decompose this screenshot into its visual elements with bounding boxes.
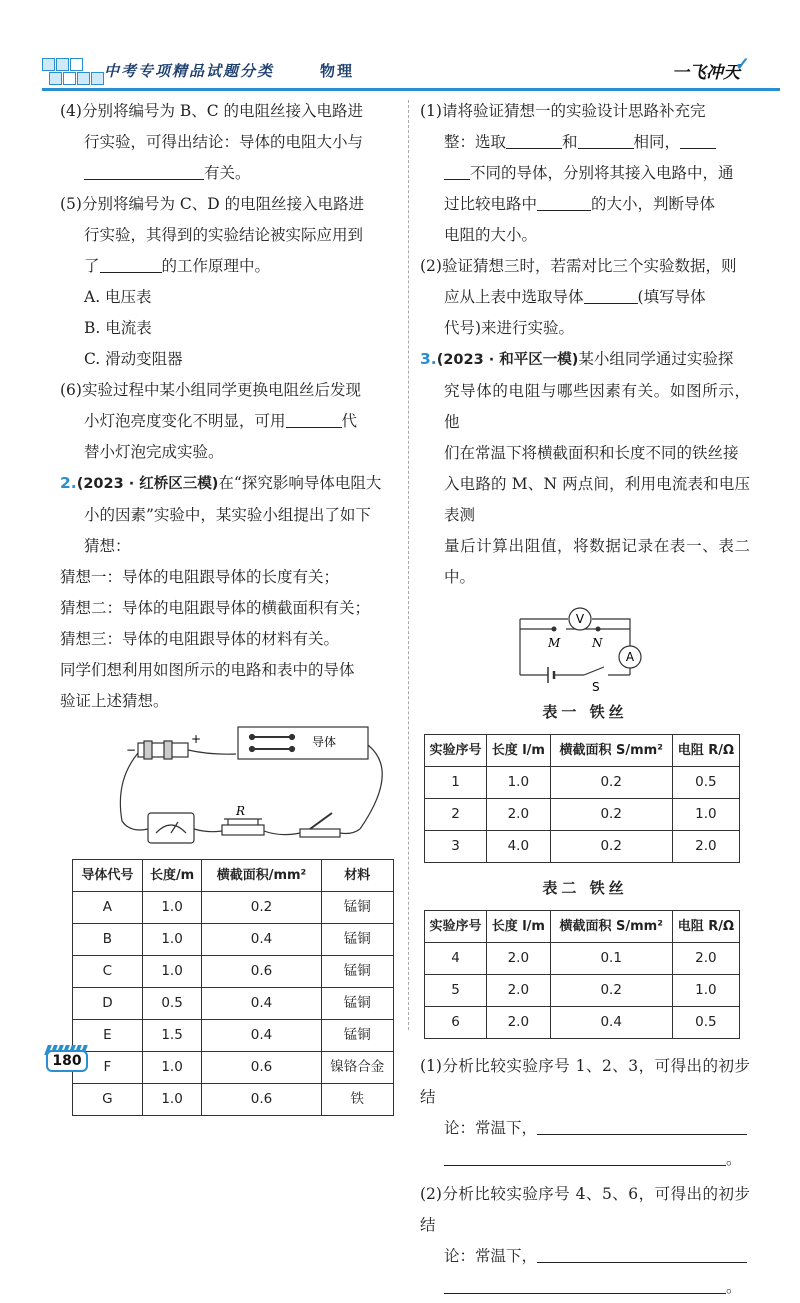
table-row: 1 1.0 0.2 0.5 — [425, 767, 740, 799]
option-b[interactable]: B. 电流表 — [84, 319, 152, 337]
q3-1-line1: (1)分析比较实验序号 1、2、3，可得出的初步结 — [420, 1057, 750, 1106]
answer-blank[interactable] — [537, 1117, 747, 1135]
table-row: C 1.0 0.6 锰铜 — [73, 956, 394, 988]
answer-blank[interactable] — [444, 162, 470, 180]
q2-1-line2: 整：选取 和 相同， — [420, 127, 750, 158]
table-header: 电阻 R/Ω — [672, 735, 739, 767]
left-column — [60, 96, 405, 1116]
resistor-label: R — [236, 804, 246, 818]
table-header: 横截面积/mm² — [202, 860, 321, 892]
table-header: 横截面积 S/mm² — [550, 911, 672, 943]
page-number: 180 — [46, 1050, 88, 1072]
iron-wire-table-2 — [424, 910, 740, 1039]
q3-2-line3: 。 — [420, 1272, 750, 1303]
q2-2-line1: (2)验证猜想三时，若需对比三个实验数据，则 — [420, 257, 737, 275]
brand-check-icon: ✓ — [734, 54, 750, 75]
switch-label: S — [592, 680, 600, 694]
question-number: 3. — [420, 350, 437, 368]
conductor-label: 导体 — [312, 735, 337, 749]
guess-1: 猜想一：导体的电阻跟导体的长度有关； — [60, 568, 340, 586]
ammeter-label: A — [625, 650, 635, 664]
question-1-5 — [60, 189, 405, 375]
q3-1-line2: 论：常温下， — [420, 1113, 750, 1144]
question-2 — [60, 468, 405, 717]
q2-line1: 2.(2023 · 红桥区三模)在“探究影响导体电阻大 — [60, 474, 382, 492]
question-1-4 — [60, 96, 405, 189]
answer-blank[interactable] — [584, 286, 638, 304]
table-row: 5 2.0 0.2 1.0 — [425, 975, 740, 1007]
question-source: (2023 · 红桥区三模) — [76, 476, 219, 492]
option-a[interactable]: A. 电压表 — [84, 288, 152, 306]
page-header — [20, 48, 780, 90]
conductor-table — [72, 859, 394, 1116]
question-source: (2023 · 和平区一模) — [436, 352, 579, 368]
answer-blank[interactable] — [444, 1276, 726, 1294]
q1-6-line1: (6)实验过程中某小组同学更换电阻丝后发现 — [60, 381, 361, 399]
terminal-n — [596, 627, 601, 632]
answer-blank[interactable] — [578, 131, 634, 149]
ammeter-icon — [148, 813, 194, 843]
table-row: D 0.5 0.4 锰铜 — [73, 988, 394, 1020]
q2-line3: 猜想： — [84, 537, 131, 555]
q2-2-line2: 应从上表中选取导体 (填写导体 — [444, 288, 706, 306]
table-row: B 1.0 0.4 锰铜 — [73, 924, 394, 956]
column-divider — [408, 100, 409, 1030]
table-header: 材料 — [321, 860, 393, 892]
header-rule — [42, 88, 780, 91]
answer-blank[interactable] — [286, 410, 342, 428]
option-c[interactable]: C. 滑动变阻器 — [84, 350, 183, 368]
table-row: F 1.0 0.6 镍铬合金 — [73, 1052, 394, 1084]
answer-blank[interactable] — [680, 131, 716, 149]
q3-line5: 量后计算出阻值，将数据记录在表一、表二中。 — [444, 537, 750, 586]
answer-blank[interactable] — [84, 162, 204, 180]
rheostat-icon — [222, 825, 264, 835]
answer-blank[interactable] — [537, 1245, 747, 1263]
table-row: G 1.0 0.6 铁 — [73, 1084, 394, 1116]
answer-blank[interactable] — [506, 131, 562, 149]
brand-logo: 一飞冲天 — [672, 63, 740, 83]
answer-blank[interactable] — [537, 193, 591, 211]
table-header: 实验序号 — [425, 735, 487, 767]
q2-line8: 验证上述猜想。 — [60, 692, 169, 710]
table1-caption: 表一 铁丝 — [542, 703, 628, 721]
circuit-diagram-mn — [420, 597, 750, 693]
terminal-n-label: N — [592, 636, 603, 650]
q3-2-line1: (2)分析比较实验序号 4、5、6，可得出的初步结 — [420, 1185, 750, 1234]
series-title: 中考专项精品试题分类 — [104, 62, 275, 80]
question-3-1 — [420, 1051, 750, 1175]
iron-wire-table-1 — [424, 734, 740, 863]
table-header: 导体代号 — [73, 860, 143, 892]
q2-1-line4: 过比较电路中 的大小，判断导体 — [444, 195, 716, 213]
table-row: 4 2.0 0.1 2.0 — [425, 943, 740, 975]
q2-1-line1: (1)请将验证猜想一的实验设计思路补充完 — [420, 102, 706, 120]
table2-caption: 表二 铁丝 — [542, 879, 628, 897]
q1-4-line2: 行实验，可得出结论：导体的电阻大小与 — [84, 133, 364, 151]
q1-5-line1: (5)分别将编号为 C、D 的电阻丝接入电路进 — [60, 195, 365, 213]
battery-plus-label: + — [191, 732, 202, 746]
table-header: 实验序号 — [425, 911, 487, 943]
table-header: 电阻 R/Ω — [672, 911, 739, 943]
q3-2-line2: 论：常温下， — [420, 1241, 750, 1272]
q3-line2: 究导体的电阻与哪些因素有关。如图所示，他 — [444, 382, 750, 431]
switch-icon — [300, 829, 340, 837]
terminal-m — [552, 627, 557, 632]
table-header: 长度 l/m — [487, 911, 551, 943]
q1-6-line2: 小灯泡亮度变化不明显，可用 代 — [84, 412, 358, 430]
table-row: E 1.5 0.4 锰铜 — [73, 1020, 394, 1052]
question-2-1 — [420, 96, 750, 251]
page-number-decoration — [46, 1040, 92, 1050]
question-3 — [420, 344, 750, 593]
q3-line4: 入电路的 M、N 两点间，利用电流表和电压表测 — [444, 475, 750, 524]
battery-minus-label: − — [126, 743, 137, 757]
right-column — [420, 96, 750, 1303]
q1-4-line3: 有关。 — [60, 158, 405, 189]
question-3-2 — [420, 1179, 750, 1303]
table-row: 2 2.0 0.2 1.0 — [425, 799, 740, 831]
table-header: 横截面积 S/mm² — [550, 735, 672, 767]
table-row: A 1.0 0.2 锰铜 — [73, 892, 394, 924]
q3-line1: 3.(2023 · 和平区一模)某小组同学通过实验探 — [420, 350, 734, 368]
answer-blank[interactable] — [444, 1148, 726, 1166]
q1-4-line1: (4)分别将编号为 B、C 的电阻丝接入电路进 — [60, 102, 364, 120]
question-2-2 — [420, 251, 750, 344]
guess-3: 猜想三：导体的电阻跟导体的材料有关。 — [60, 630, 340, 648]
q2-1-line5: 电阻的大小。 — [444, 226, 538, 244]
answer-blank[interactable] — [100, 255, 162, 273]
q1-5-line3: 了 的工作原理中。 — [84, 257, 271, 275]
question-1-6 — [60, 375, 405, 468]
q2-2-line3: 代号)来进行实验。 — [444, 319, 575, 337]
circuit-diagram-conductor — [60, 721, 405, 851]
question-number: 2. — [60, 474, 77, 492]
voltmeter-label: V — [575, 612, 585, 626]
q3-1-line3: 。 — [420, 1144, 750, 1175]
guess-2: 猜想二：导体的电阻跟导体的横截面积有关； — [60, 599, 371, 617]
subject-label: 物理 — [320, 62, 355, 80]
table-row: 6 2.0 0.4 0.5 — [425, 1007, 740, 1039]
q2-line7: 同学们想利用如图所示的电路和表中的导体 — [60, 661, 355, 679]
q3-line3: 们在常温下将横截面积和长度不同的铁丝接 — [444, 444, 739, 462]
table-header: 长度 l/m — [487, 735, 551, 767]
table-row: 3 4.0 0.2 2.0 — [425, 831, 740, 863]
conductor-board — [238, 727, 368, 759]
terminal-m-label: M — [548, 636, 561, 650]
q2-1-line3: 不同的导体，分别将其接入电路中，通 — [420, 158, 750, 189]
q1-5-line2: 行实验，其得到的实验结论被实际应用到 — [84, 226, 364, 244]
table-header: 长度/m — [142, 860, 202, 892]
q2-line2: 小的因素”实验中，某实验小组提出了如下 — [84, 506, 371, 524]
q1-6-line3: 替小灯泡完成实验。 — [84, 443, 224, 461]
